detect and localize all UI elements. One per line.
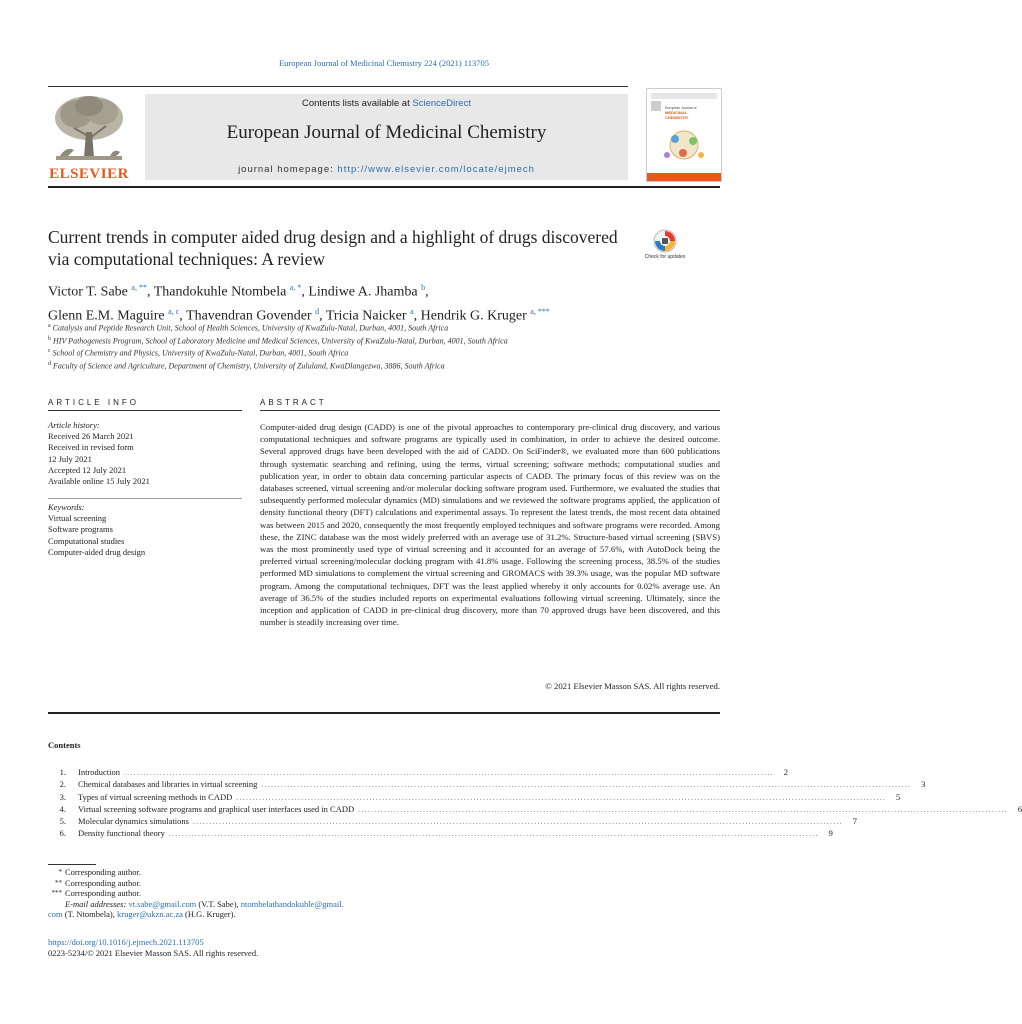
author-affil-mark[interactable]: a, c xyxy=(168,306,180,316)
toc-page[interactable]: 6 xyxy=(1017,803,1022,814)
toc-entry[interactable] xyxy=(48,827,833,839)
abstract-text: Computer-aided drug design (CADD) is one of the pivotal approaches to contemporary pre-clinical drug discovery, and various computational techniques and software programs are typically used in combination, in order to achieve the desired outcome. Several approved drugs have been developed with the aid of CADD. On SciFinder®, we evaluated more than 600 publications through systematic searching and refining, using the terms, virtual screening; software methods; computational studies and publication year, in order to obtain data concerning particular aspects of CADD. The primary focus of this review was on the databases screened, virtual screening and/or molecular docking software program used. Furthermore, we evaluated the studies that subsequently performed molecular dynamics (MD) simulations and we reviewed the software programs applied, the application of density functional theory (DFT) calculations and experimental assays. To represent the latest trends, the most recent data obtained was between 2015 and 2020, consequently the most frequently employed techniques and software programs were recorded. Among these, the ZINC database was the most widely preferred with an average use of 31.2%. Structure-based virtual screening (SBVS) was the most prominently used type of virtual screening and it accounted for an average of 57.6%, with AutoDock being the preferred virtual screening/molecular docking program with 41.8% usage. Following the screening process, 38.5% of the studies performed MD simulations to complement the virtual screening and GROMACS with 39.3% usage, was the popular MD software program. Among the computational techniques, DFT was the least applied whereby it only accounts for 0.02% average use. An average of 36.5% of the studies included reports on experimental evaluations following virtual screening. Ultimately, since the inception and application of CADD in pre-clinical drug discovery, more than 70 approved drugs have been discovered, and this number is steadily increasing over time. xyxy=(260,422,720,628)
author-name[interactable]: Glenn E.M. Maguire xyxy=(48,308,165,324)
issn-copyright: 0223-5234/© 2021 Elsevier Masson SAS. All rights reserved. xyxy=(48,948,259,958)
table-of-contents xyxy=(48,766,1022,840)
toc-page[interactable]: 2 xyxy=(783,767,789,777)
keywords xyxy=(48,502,242,558)
affiliation-mark: b xyxy=(48,335,51,342)
toc-number: 3. xyxy=(59,791,66,802)
homepage-link[interactable]: http://www.elsevier.com/locate/ejmech xyxy=(337,164,535,175)
toc-number: 1. xyxy=(59,767,66,777)
abstract-rule xyxy=(260,410,720,411)
affiliation-mark: c xyxy=(48,348,51,355)
author-name[interactable]: Thavendran Govender xyxy=(186,308,312,324)
author-name[interactable]: Hendrik G. Kruger xyxy=(420,308,527,324)
toc-number: 5. xyxy=(59,816,66,827)
author-affil-mark[interactable]: b xyxy=(421,283,426,292)
cover-title-main2: CHEMISTRY xyxy=(665,115,689,120)
keywords-label: Keywords: xyxy=(48,502,85,512)
article-history-label: Article history: xyxy=(48,420,100,430)
cover-title-main: MEDICINAL xyxy=(665,110,688,115)
header-top-rule xyxy=(48,86,628,87)
affiliation-mark: a xyxy=(48,323,51,329)
email-addresses-cont xyxy=(48,909,448,920)
contents-available-text: Contents lists available at xyxy=(302,98,413,109)
history-item: Accepted 12 July 2021 xyxy=(48,464,127,475)
affiliation-item xyxy=(48,346,718,359)
history-item: Received 26 March 2021 xyxy=(48,431,134,442)
email-link[interactable]: ntombelathandokuhle@gmail. xyxy=(240,898,344,909)
homepage-label: journal homepage: xyxy=(238,164,338,175)
email-link[interactable]: kruger@ukzn.ac.za xyxy=(117,909,183,920)
footnote-mark: *** xyxy=(51,889,62,898)
affiliation-mark: d xyxy=(48,360,51,367)
footnote-mark: * xyxy=(58,868,62,876)
author-name[interactable]: Lindiwe A. Jhamba xyxy=(308,284,418,300)
history-item: Available online 15 July 2021 xyxy=(48,476,150,487)
toc-label[interactable]: Virtual screening software programs and graphical user interfaces used in CADD xyxy=(78,803,355,814)
footnote-mark: ** xyxy=(55,878,62,887)
author-name[interactable]: Victor T. Sabe xyxy=(48,284,128,300)
contents-available-line xyxy=(145,98,628,109)
affiliation-item xyxy=(48,321,718,334)
toc-number: 2. xyxy=(59,779,66,790)
author-affil-mark[interactable]: a, *** xyxy=(530,306,550,316)
affiliation-text: School of Chemistry and Physics, University of KwaZulu-Natal, Durban, 4001, South Africa xyxy=(52,348,349,358)
check-updates-label: Check for updates xyxy=(644,254,686,260)
toc-entry[interactable] xyxy=(48,815,857,827)
author-affil-mark[interactable]: a xyxy=(410,306,414,316)
article-title: Current trends in computer aided drug design and a highlight of drugs discovered via computational techniques: A review xyxy=(48,227,618,269)
toc-page[interactable]: 5 xyxy=(896,791,901,802)
affiliations xyxy=(48,321,718,372)
email-link[interactable]: com xyxy=(48,909,63,920)
footnote-text: Corresponding author. xyxy=(65,867,142,877)
article-info-rule xyxy=(48,410,242,411)
email-owner: (H.G. Kruger). xyxy=(182,909,236,920)
affiliation-item xyxy=(48,359,718,372)
check-updates-icon xyxy=(646,228,684,268)
affiliation-text: HIV Pathogenesis Program, School of Laboratory Medicine and Medical Sciences, University of KwaZulu-Natal, Durban, 4001, South Africa xyxy=(53,336,508,346)
keywords-rule xyxy=(48,498,242,499)
contents-heading: Contents xyxy=(48,740,81,750)
tree-icon xyxy=(48,92,130,168)
journal-cover-thumbnail[interactable] xyxy=(646,88,722,182)
email-owner: (V.T. Sabe), xyxy=(196,898,241,909)
author-affil-mark[interactable]: d xyxy=(315,306,320,316)
footnote-item xyxy=(48,888,448,899)
journal-homepage-line xyxy=(145,164,628,175)
toc-page[interactable]: 7 xyxy=(852,816,857,827)
toc-leader-dots: ........................................................................................................................................................................................................ xyxy=(168,830,819,839)
toc-number: 6. xyxy=(59,828,66,839)
footnote-rule xyxy=(48,864,96,865)
toc-leader-dots: ........................................................................................................................................................................................................ xyxy=(261,781,912,790)
toc-page[interactable]: 3 xyxy=(921,779,926,790)
toc-leader-dots: ........................................................................................................................................................................................................ xyxy=(192,818,843,827)
journal-name: European Journal of Medicinal Chemistry xyxy=(226,122,547,143)
footnote-item xyxy=(48,867,448,878)
abstract-copyright: © 2021 Elsevier Masson SAS. All rights reserved. xyxy=(545,681,720,691)
toc-number: 4. xyxy=(59,803,66,814)
article-info-heading: ARTICLE INFO xyxy=(48,398,139,407)
toc-label[interactable]: Chemical databases and libraries in virtual screening xyxy=(78,779,258,790)
journal-citation[interactable]: European Journal of Medicinal Chemistry 224 (2021) 113705 xyxy=(278,58,490,68)
footnote-text: Corresponding author. xyxy=(65,888,142,899)
affiliation-text: Faculty of Science and Agriculture, Department of Chemistry, University of Zululand, KwaDlangezwa, 3886, South Africa xyxy=(53,361,445,371)
email-addresses xyxy=(48,899,448,910)
toc-page[interactable]: 9 xyxy=(828,828,833,839)
check-for-updates-badge[interactable] xyxy=(646,228,684,268)
email-label: E-mail addresses: xyxy=(65,898,129,909)
toc-leader-dots: ........................................................................................................................................................................................................ xyxy=(358,805,1009,814)
publisher-wordmark[interactable]: ELSEVIER xyxy=(49,166,129,182)
toc-label[interactable]: Density functional theory xyxy=(78,828,165,839)
journal-header-panel xyxy=(145,94,628,180)
author-list: Victor T. Sabe $^{a, **}$, Thandokuhle Ntombela $^{a, *}$, Lindiwe A. Jhamba $^b$, Glenn E.M. Maguire $^{a, c}$, Thavendran Govender $^d$, Tricia Naicker $^a$, Hendrik G. Kruger $^{a, ***}$ xyxy=(48,283,550,324)
author-affil-mark[interactable]: a, * xyxy=(289,283,302,292)
toc-entry[interactable] xyxy=(48,766,789,778)
history-item: 12 July 2021 xyxy=(48,453,92,464)
toc-label[interactable]: Molecular dynamics simulations xyxy=(78,816,189,827)
affiliation-text: Catalysis and Peptide Research Unit, School of Health Sciences, University of KwaZulu-Natal, Durban, 4001, South Africa xyxy=(52,323,449,333)
doi-link[interactable]: https://doi.org/10.1016/j.ejmech.2021.113705 xyxy=(48,937,204,947)
keyword-item: Computational studies xyxy=(48,535,125,546)
author-name[interactable]: Tricia Naicker xyxy=(325,308,407,324)
toc-leader-dots: ........................................................................................................................................................................................................ xyxy=(124,769,775,777)
affiliation-item xyxy=(48,334,718,347)
toc-label[interactable]: Introduction xyxy=(78,767,121,777)
sciencedirect-link[interactable]: ScienceDirect xyxy=(412,98,471,109)
toc-label[interactable]: Types of virtual screening methods in CADD xyxy=(78,791,233,802)
email-owner: (T. Ntombela), xyxy=(62,909,118,920)
toc-entry[interactable] xyxy=(48,803,1022,815)
abstract-bottom-rule xyxy=(48,712,720,714)
keyword-item: Virtual screening xyxy=(48,513,107,524)
email-link[interactable]: vt.sabe@gmail.com xyxy=(128,898,197,909)
cover-image xyxy=(647,89,721,181)
toc-entry[interactable] xyxy=(48,791,901,803)
header-bottom-rule xyxy=(48,186,720,188)
history-item: Received in revised form xyxy=(48,442,134,453)
footnotes xyxy=(48,867,448,920)
cover-title-text: European Journal of xyxy=(665,106,697,110)
article-history xyxy=(48,420,242,487)
footnote-item xyxy=(48,878,448,889)
toc-entry[interactable] xyxy=(48,778,926,790)
footnote-text: Corresponding author. xyxy=(65,877,142,888)
author-name[interactable]: Thandokuhle Ntombela xyxy=(153,284,287,300)
abstract-heading: ABSTRACT xyxy=(260,398,327,407)
author-affil-mark[interactable]: a, ** xyxy=(131,283,147,292)
keyword-item: Computer-aided drug design xyxy=(48,546,146,557)
keyword-item: Software programs xyxy=(48,524,113,535)
toc-leader-dots: ........................................................................................................................................................................................................ xyxy=(236,793,887,802)
